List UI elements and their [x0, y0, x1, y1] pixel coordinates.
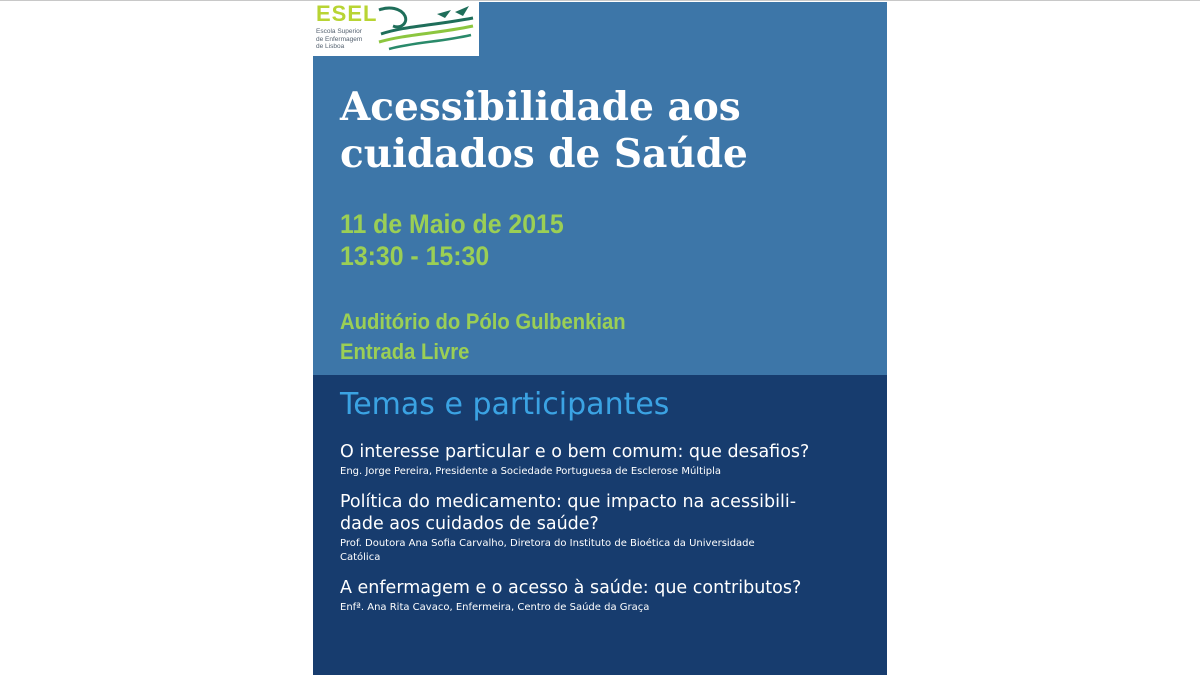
- esel-logo: [313, 2, 479, 56]
- event-venue-info: [340, 307, 626, 367]
- topic-title-line: A enfermagem e o acesso à saúde: que contributos?: [340, 578, 802, 598]
- event-title: [340, 84, 880, 178]
- topic-item: [340, 441, 880, 479]
- topic-title: [340, 441, 880, 463]
- topic-item: [340, 491, 880, 565]
- topic-speaker: [340, 601, 880, 615]
- logo-subtitle-line: de Enfermagem: [316, 35, 363, 43]
- poster-header-panel: [313, 2, 887, 375]
- logo-letters: ESEL: [316, 2, 378, 26]
- program-heading: Temas e participantes: [340, 387, 670, 422]
- topic-speaker: [340, 537, 880, 565]
- topic-speaker: [340, 465, 880, 479]
- topic-title-line: O interesse particular e o bem comum: que desafios?: [340, 442, 810, 462]
- topic-title: [340, 491, 880, 535]
- logo-subtitle-line: Escola Superior: [316, 28, 362, 35]
- program-panel: [313, 375, 887, 675]
- topic-item: [340, 577, 880, 615]
- topic-list: [340, 441, 880, 627]
- event-poster: [313, 2, 887, 675]
- event-date-time: [340, 208, 564, 272]
- topic-title-line: Política do medicamento: que impacto na acessibili-: [340, 492, 797, 512]
- topic-speaker-line: Enfª. Ana Rita Cavaco, Enfermeira, Centro de Saúde da Graça: [340, 602, 650, 613]
- topic-title-line: dade aos cuidados de saúde?: [340, 514, 599, 534]
- topic-title: [340, 577, 880, 599]
- event-admission: Entrada Livre: [340, 339, 470, 364]
- topic-speaker-line: Eng. Jorge Pereira, Presidente a Sociedade Portuguesa de Esclerose Múltipla: [340, 466, 722, 477]
- logo-subtitle-line: de Lisboa: [316, 43, 345, 50]
- event-title-line: Acessibilidade aos: [340, 84, 741, 130]
- event-title-line: cuidados de Saúde: [340, 131, 748, 177]
- topic-speaker-line: Católica: [340, 552, 381, 563]
- top-border-line: [0, 0, 1200, 1]
- topic-speaker-line: Prof. Doutora Ana Sofia Carvalho, Diretora do Instituto de Bioética da Universidade: [340, 538, 755, 549]
- event-time: 13:30 - 15:30: [340, 241, 490, 271]
- logo-swoosh-icon: [375, 4, 477, 54]
- logo-subtitle: [316, 28, 378, 51]
- event-venue: Auditório do Pólo Gulbenkian: [340, 309, 626, 334]
- event-date: 11 de Maio de 2015: [340, 209, 564, 239]
